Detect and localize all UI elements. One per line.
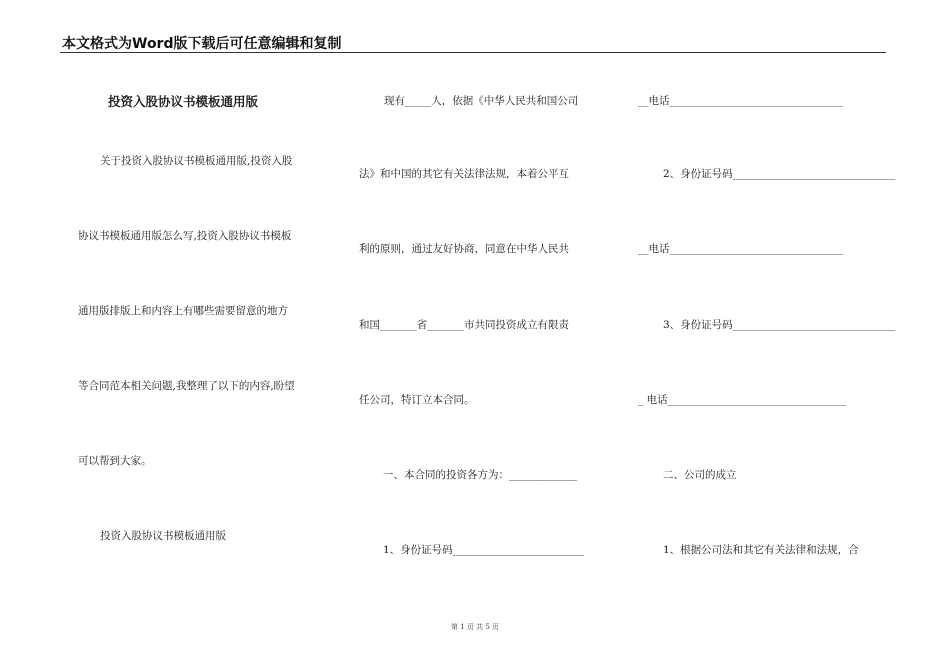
- page-number: 第 1 页 共 5 页: [450, 623, 500, 631]
- column3-line-3: __电话_________________________________: [638, 243, 843, 255]
- column1-line-6: 投资入股协议书模板通用版: [100, 530, 226, 542]
- column2-line-5: 任公司，特订立本合同。: [359, 394, 475, 406]
- column3-line-5: _ 电话__________________________________: [638, 394, 847, 406]
- column1-line-4: 等合同范本相关问题,我整理了以下的内容,盼望: [78, 380, 295, 392]
- column2-line-3: 利的原则，通过友好协商，同意在中华人民共: [359, 243, 569, 255]
- column1-line-5: 可以帮到大家。: [78, 455, 152, 467]
- header-divider: [60, 52, 886, 53]
- column3-line-6: 二、公司的成立: [663, 469, 737, 481]
- column2-line-2: 法》和中国的其它有关法律法规，本着公平互: [359, 168, 569, 180]
- header-title: 本文格式为Word版下载后可任意编辑和复制: [62, 36, 342, 52]
- document-title: 投资入股协议书模板通用版: [108, 94, 259, 109]
- column3-line-2: 2、身份证号码_______________________________: [663, 168, 896, 180]
- column3-line-1: __电话_________________________________: [638, 95, 843, 107]
- column1-line-3: 通用版排版上和内容上有哪些需要留意的地方: [78, 305, 288, 317]
- column3-line-7: 1、根据公司法和其它有关法律和法规，合: [663, 544, 859, 556]
- column1-line-2: 协议书模板通用版怎么写,投资入股协议书模板: [78, 230, 292, 242]
- column2-line-4: 和国_______省_______市共同投资成立有限责: [359, 319, 569, 331]
- column1-line-1: 关于投资入股协议书模板通用版,投资入股: [100, 155, 293, 167]
- column2-line-7: 1、身份证号码_________________________: [383, 544, 584, 556]
- column2-line-1: 现有_____人，依据《中华人民共和国公司: [384, 95, 579, 107]
- column3-line-4: 3、身份证号码_______________________________: [663, 319, 896, 331]
- column2-line-6: 一、本合同的投资各方为：_____________: [383, 469, 578, 481]
